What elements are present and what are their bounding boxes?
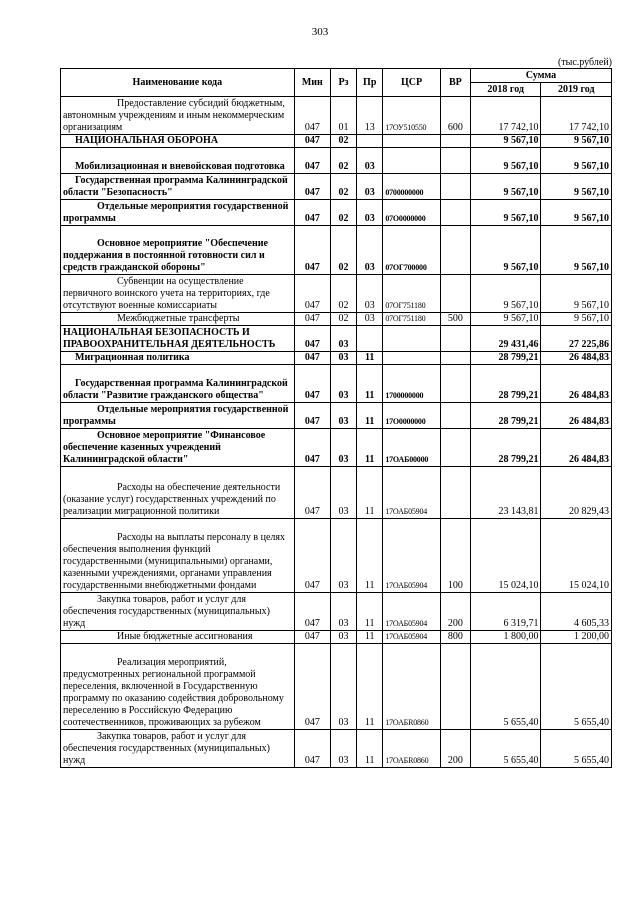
cell-min: 047 <box>294 97 330 135</box>
cell-min: 047 <box>294 135 330 148</box>
table-row <box>61 313 612 326</box>
table-row <box>61 403 612 429</box>
cell-min: 047 <box>294 519 330 593</box>
table-row <box>61 352 612 365</box>
cell-2019: 26 484,83 <box>541 352 612 365</box>
table-row <box>61 730 612 768</box>
cell-name: Мобилизационная и вневойсковая подготовка <box>61 148 295 174</box>
cell-vr: 800 <box>440 631 470 644</box>
cell-pr: 11 <box>357 644 383 730</box>
cell-2019: 9 567,10 <box>541 174 612 200</box>
cell-2018: 23 143,81 <box>470 467 541 519</box>
table-row <box>61 148 612 174</box>
cell-csr: 17ОАБ05904 <box>383 519 440 593</box>
cell-rz: 02 <box>330 135 356 148</box>
cell-min: 047 <box>294 644 330 730</box>
cell-2018: 6 319,71 <box>470 593 541 631</box>
cell-min: 047 <box>294 593 330 631</box>
cell-csr: 07ОГ751180 <box>383 275 440 313</box>
cell-2019: 4 605,33 <box>541 593 612 631</box>
table-row <box>61 97 612 135</box>
cell-name: Межбюджетные трансферты <box>61 313 295 326</box>
cell-min: 047 <box>294 631 330 644</box>
table-row <box>61 326 612 352</box>
cell-pr: 11 <box>357 352 383 365</box>
cell-vr: 200 <box>440 593 470 631</box>
cell-csr: 17ОАБ00000 <box>383 429 440 467</box>
cell-min: 047 <box>294 352 330 365</box>
cell-min: 047 <box>294 467 330 519</box>
cell-2018: 29 431,46 <box>470 326 541 352</box>
cell-2018: 9 567,10 <box>470 226 541 275</box>
cell-min: 047 <box>294 174 330 200</box>
cell-name: Государственная программа Калининградской области "Развитие гражданского общества" <box>61 365 295 403</box>
cell-2018: 28 799,21 <box>470 403 541 429</box>
cell-name: Расходы на выплаты персоналу в целях обеспечения выполнения функций государственными (муниципальными) органами, казенными учреждениями, органами управления государственными внебюджетными фондами <box>61 519 295 593</box>
cell-csr: 0700000000 <box>383 174 440 200</box>
cell-2019: 1 200,00 <box>541 631 612 644</box>
header-name: Наименование кода <box>61 69 295 97</box>
cell-rz: 01 <box>330 97 356 135</box>
cell-rz: 03 <box>330 326 356 352</box>
cell-vr <box>440 429 470 467</box>
header-rz: Рз <box>330 69 356 97</box>
cell-pr <box>357 326 383 352</box>
header-min: Мин <box>294 69 330 97</box>
cell-2019: 9 567,10 <box>541 200 612 226</box>
header-sum: Сумма <box>470 69 611 83</box>
cell-csr: 17О0000000 <box>383 403 440 429</box>
cell-csr: 17ОАБ05904 <box>383 593 440 631</box>
header-2019: 2019 год <box>541 83 612 97</box>
cell-vr: 500 <box>440 313 470 326</box>
cell-min: 047 <box>294 148 330 174</box>
cell-rz: 03 <box>330 429 356 467</box>
cell-min: 047 <box>294 226 330 275</box>
cell-rz: 03 <box>330 365 356 403</box>
cell-vr <box>440 174 470 200</box>
cell-csr: 07ОГ751180 <box>383 313 440 326</box>
cell-csr: 17ОАБ05904 <box>383 631 440 644</box>
cell-min: 047 <box>294 365 330 403</box>
page-number: 303 <box>311 26 329 38</box>
cell-2018: 5 655,40 <box>470 644 541 730</box>
cell-pr: 03 <box>357 226 383 275</box>
table-row <box>61 200 612 226</box>
table-row <box>61 644 612 730</box>
cell-rz: 02 <box>330 275 356 313</box>
cell-pr: 11 <box>357 403 383 429</box>
header-2018: 2018 год <box>470 83 541 97</box>
cell-2018: 5 655,40 <box>470 730 541 768</box>
cell-pr: 13 <box>357 97 383 135</box>
cell-csr: 07О0000000 <box>383 200 440 226</box>
cell-2019: 9 567,10 <box>541 313 612 326</box>
cell-vr <box>440 644 470 730</box>
cell-2019: 26 484,83 <box>541 365 612 403</box>
cell-2018: 28 799,21 <box>470 365 541 403</box>
cell-name: Государственная программа Калининградской области "Безопасность" <box>61 174 295 200</box>
cell-name: НАЦИОНАЛЬНАЯ ОБОРОНА <box>61 135 295 148</box>
cell-min: 047 <box>294 275 330 313</box>
cell-2019: 9 567,10 <box>541 275 612 313</box>
cell-rz: 02 <box>330 148 356 174</box>
cell-2019: 9 567,10 <box>541 226 612 275</box>
cell-vr <box>440 365 470 403</box>
cell-pr: 03 <box>357 275 383 313</box>
cell-2018: 9 567,10 <box>470 135 541 148</box>
cell-name: НАЦИОНАЛЬНАЯ БЕЗОПАСНОСТЬ И ПРАВООХРАНИТЕЛЬНАЯ ДЕЯТЕЛЬНОСТЬ <box>61 326 295 352</box>
cell-csr <box>383 352 440 365</box>
cell-csr: 07ОГ700000 <box>383 226 440 275</box>
cell-2018: 9 567,10 <box>470 275 541 313</box>
table-body <box>61 97 612 768</box>
cell-rz: 02 <box>330 226 356 275</box>
cell-rz: 03 <box>330 631 356 644</box>
table-row <box>61 631 612 644</box>
cell-vr <box>440 200 470 226</box>
cell-2019: 26 484,83 <box>541 429 612 467</box>
cell-name: Закупка товаров, работ и услуг для обеспечения государственных (муниципальных) нужд <box>61 730 295 768</box>
cell-csr: 17ОУ510550 <box>383 97 440 135</box>
cell-csr <box>383 135 440 148</box>
header-csr: ЦСР <box>383 69 440 97</box>
cell-vr <box>440 352 470 365</box>
cell-2019: 15 024,10 <box>541 519 612 593</box>
cell-name: Предоставление субсидий бюджетным, автономным учреждениям и иным некоммерческим организациям <box>61 97 295 135</box>
cell-name: Расходы на обеспечение деятельности (оказание услуг) государственных учреждений по реализации миграционной политики <box>61 467 295 519</box>
cell-name: Отдельные мероприятия государственной программы <box>61 403 295 429</box>
cell-csr: 17ОАБR0860 <box>383 730 440 768</box>
cell-pr: 03 <box>357 174 383 200</box>
cell-rz: 03 <box>330 352 356 365</box>
cell-2019: 5 655,40 <box>541 730 612 768</box>
cell-2019: 26 484,83 <box>541 403 612 429</box>
cell-csr <box>383 148 440 174</box>
cell-rz: 02 <box>330 174 356 200</box>
cell-name: Субвенции на осуществление первичного воинского учета на территориях, где отсутствуют военные комиссариаты <box>61 275 295 313</box>
cell-name: Реализация мероприятий, предусмотренных региональной программой переселения, включенной в Государственную программу по оказанию содействия добровольному переселению в Российскую Федерацию соотечественников, проживающих за рубежом <box>61 644 295 730</box>
cell-vr <box>440 226 470 275</box>
header-vr: ВР <box>440 69 470 97</box>
cell-rz: 03 <box>330 519 356 593</box>
table-row <box>61 174 612 200</box>
cell-rz: 03 <box>330 403 356 429</box>
cell-rz: 03 <box>330 730 356 768</box>
cell-csr <box>383 326 440 352</box>
budget-table <box>60 68 612 768</box>
cell-2019: 5 655,40 <box>541 644 612 730</box>
cell-pr: 11 <box>357 519 383 593</box>
cell-csr: 1700000000 <box>383 365 440 403</box>
cell-pr: 03 <box>357 200 383 226</box>
cell-vr <box>440 403 470 429</box>
header-row-top <box>61 69 612 83</box>
cell-2018: 9 567,10 <box>470 174 541 200</box>
cell-vr: 100 <box>440 519 470 593</box>
cell-name: Основное мероприятие "Финансовое обеспечение казенных учреждений Калининградской области" <box>61 429 295 467</box>
cell-pr: 11 <box>357 730 383 768</box>
cell-name: Основное мероприятие "Обеспечение поддержания в постоянной готовности сил и средств гражданской обороны" <box>61 226 295 275</box>
cell-rz: 03 <box>330 467 356 519</box>
cell-rz: 03 <box>330 644 356 730</box>
cell-2019: 17 742,10 <box>541 97 612 135</box>
cell-min: 047 <box>294 200 330 226</box>
cell-2019: 27 225,86 <box>541 326 612 352</box>
cell-2019: 9 567,10 <box>541 135 612 148</box>
cell-vr: 600 <box>440 97 470 135</box>
table-row <box>61 519 612 593</box>
cell-2018: 9 567,10 <box>470 200 541 226</box>
cell-pr: 03 <box>357 313 383 326</box>
cell-vr <box>440 135 470 148</box>
table-row <box>61 226 612 275</box>
table-row <box>61 365 612 403</box>
cell-pr: 03 <box>357 148 383 174</box>
cell-pr <box>357 135 383 148</box>
cell-2019: 20 829,43 <box>541 467 612 519</box>
cell-2018: 17 742,10 <box>470 97 541 135</box>
cell-name: Закупка товаров, работ и услуг для обеспечения государственных (муниципальных) нужд <box>61 593 295 631</box>
cell-pr: 11 <box>357 365 383 403</box>
cell-rz: 03 <box>330 593 356 631</box>
cell-name: Миграционная политика <box>61 352 295 365</box>
table-row <box>61 593 612 631</box>
cell-2018: 9 567,10 <box>470 148 541 174</box>
cell-rz: 02 <box>330 200 356 226</box>
cell-min: 047 <box>294 730 330 768</box>
table-row <box>61 429 612 467</box>
cell-pr: 11 <box>357 467 383 519</box>
cell-csr: 17ОАБ05904 <box>383 467 440 519</box>
table-row <box>61 135 612 148</box>
table-row <box>61 467 612 519</box>
cell-rz: 02 <box>330 313 356 326</box>
cell-min: 047 <box>294 313 330 326</box>
cell-vr <box>440 275 470 313</box>
cell-name: Отдельные мероприятия государственной программы <box>61 200 295 226</box>
header-pr: Пр <box>357 69 383 97</box>
cell-vr: 200 <box>440 730 470 768</box>
cell-2018: 1 800,00 <box>470 631 541 644</box>
cell-2019: 9 567,10 <box>541 148 612 174</box>
units-label: (тыс.рублей) <box>557 57 612 68</box>
table-row <box>61 275 612 313</box>
cell-name: Иные бюджетные ассигнования <box>61 631 295 644</box>
cell-min: 047 <box>294 403 330 429</box>
cell-pr: 11 <box>357 429 383 467</box>
cell-vr <box>440 467 470 519</box>
cell-pr: 11 <box>357 631 383 644</box>
cell-2018: 15 024,10 <box>470 519 541 593</box>
cell-pr: 11 <box>357 593 383 631</box>
cell-min: 047 <box>294 429 330 467</box>
cell-min: 047 <box>294 326 330 352</box>
cell-vr <box>440 148 470 174</box>
cell-csr: 17ОАБR0860 <box>383 644 440 730</box>
cell-2018: 28 799,21 <box>470 429 541 467</box>
cell-2018: 28 799,21 <box>470 352 541 365</box>
cell-2018: 9 567,10 <box>470 313 541 326</box>
cell-vr <box>440 326 470 352</box>
